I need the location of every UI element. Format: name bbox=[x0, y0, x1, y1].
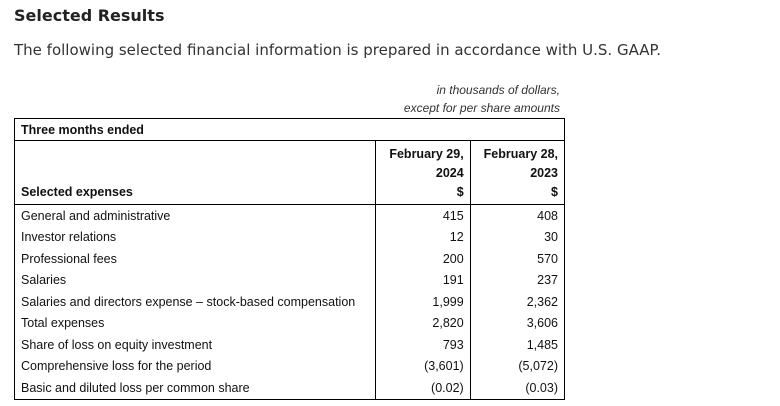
value-2024: 2,820 bbox=[376, 313, 470, 335]
value-2023: 2,362 bbox=[470, 291, 564, 313]
column-header-2023 bbox=[470, 141, 564, 205]
table-row bbox=[15, 313, 565, 335]
table-title-row bbox=[15, 119, 565, 141]
table-row bbox=[15, 248, 565, 270]
row-label: General and administrative bbox=[15, 205, 376, 227]
column-header-2024 bbox=[376, 141, 470, 205]
row-label: Basic and diluted loss per common share bbox=[15, 377, 376, 399]
value-2024: 200 bbox=[376, 248, 470, 270]
column-2023-line1: February 28, bbox=[483, 147, 558, 161]
value-2023: 237 bbox=[470, 270, 564, 292]
value-2024: (3,601) bbox=[376, 356, 470, 378]
column-2023-currency: $ bbox=[551, 185, 558, 199]
table-row bbox=[15, 291, 565, 313]
table-row bbox=[15, 270, 565, 292]
column-2024-line2: 2024 bbox=[435, 166, 464, 180]
row-label: Salaries and directors expense – stock-based compensation bbox=[15, 291, 376, 313]
units-note-line2: except for per share amounts bbox=[403, 101, 560, 115]
row-label: Investor relations bbox=[15, 227, 376, 249]
row-label: Total expenses bbox=[15, 313, 376, 335]
table-row bbox=[15, 356, 565, 378]
table-title: Three months ended bbox=[15, 119, 565, 141]
financial-table bbox=[14, 118, 565, 400]
value-2024: 1,999 bbox=[376, 291, 470, 313]
value-2023: 1,485 bbox=[470, 334, 564, 356]
row-header-label: Selected expenses bbox=[15, 141, 376, 205]
row-label: Professional fees bbox=[15, 248, 376, 270]
intro-text: The following selected financial information is prepared in accordance with U.S. GAAP. bbox=[14, 41, 662, 59]
row-label: Share of loss on equity investment bbox=[15, 334, 376, 356]
value-2023: 408 bbox=[470, 205, 564, 227]
value-2024: 793 bbox=[376, 334, 470, 356]
column-2024-currency: $ bbox=[456, 185, 464, 199]
value-2023: 3,606 bbox=[470, 313, 564, 335]
value-2023: (0.03) bbox=[470, 377, 564, 399]
value-2024: 191 bbox=[376, 270, 470, 292]
column-2023-line2: 2023 bbox=[530, 166, 558, 180]
row-label: Salaries bbox=[15, 270, 376, 292]
units-note-line1: in thousands of dollars, bbox=[436, 83, 560, 97]
value-2024: (0.02) bbox=[376, 377, 470, 399]
table-row bbox=[15, 377, 565, 399]
value-2023: (5,072) bbox=[470, 356, 564, 378]
column-2024-line1: February 29, bbox=[389, 147, 464, 161]
row-label: Comprehensive loss for the period bbox=[15, 356, 376, 378]
section-heading: Selected Results bbox=[14, 6, 165, 25]
table-row bbox=[15, 227, 565, 249]
value-2024: 12 bbox=[376, 227, 470, 249]
value-2024: 415 bbox=[376, 205, 470, 227]
value-2023: 570 bbox=[470, 248, 564, 270]
value-2023: 30 bbox=[470, 227, 564, 249]
table-row bbox=[15, 205, 565, 227]
table-row bbox=[15, 334, 565, 356]
units-note bbox=[370, 81, 560, 117]
column-header-row bbox=[15, 141, 565, 205]
